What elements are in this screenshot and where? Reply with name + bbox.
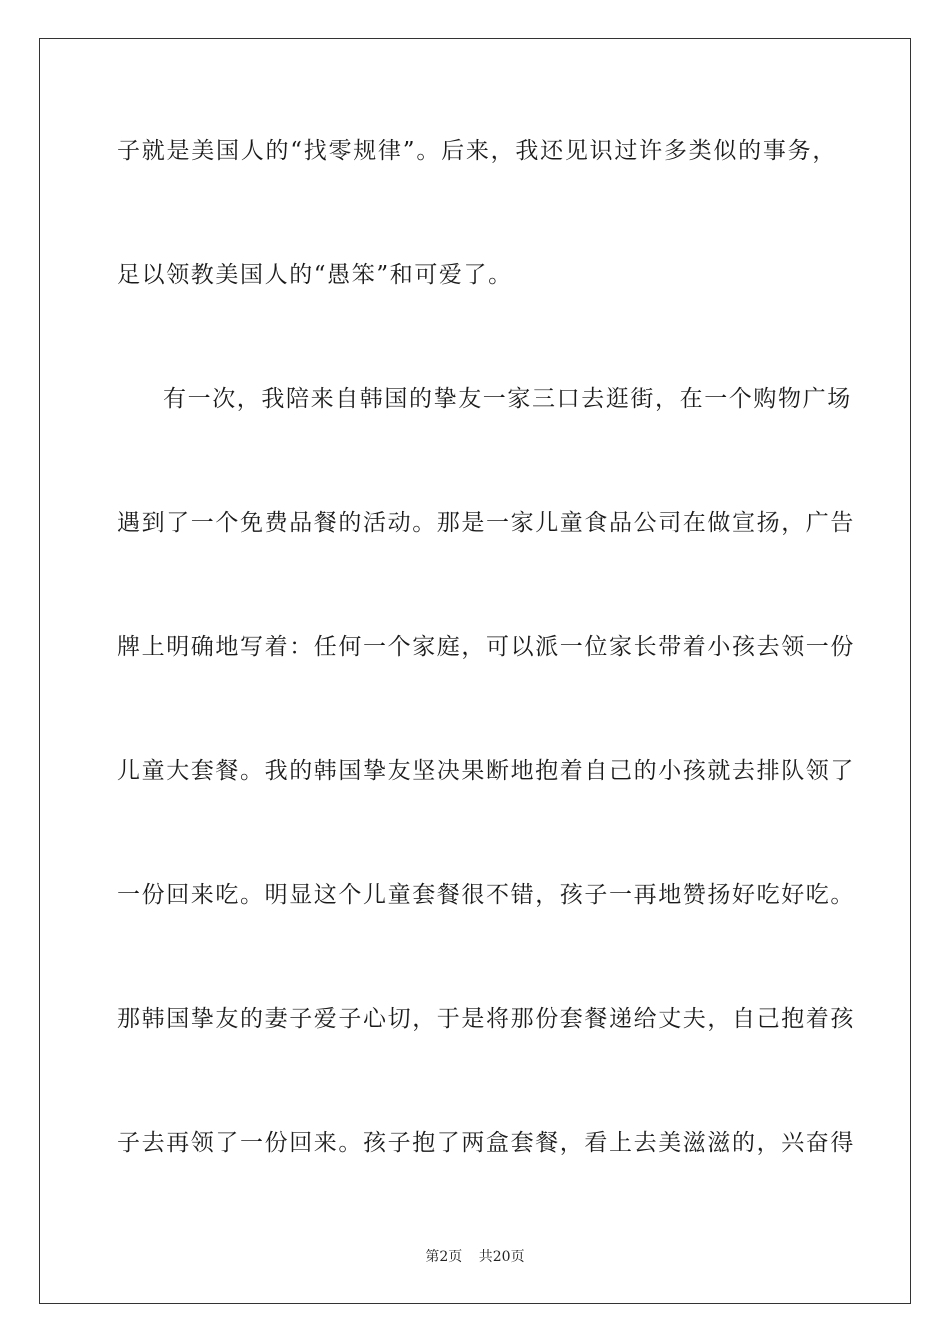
page-number: 第2页 bbox=[425, 1249, 463, 1265]
total-pages: 共20页 bbox=[478, 1249, 525, 1265]
text-line-6: 儿童大套餐。我的韩国挚友坚决果断地抱着自己的小孩就去排队领了 bbox=[117, 758, 855, 784]
text-line-9: 子去再领了一份回来。孩子抱了两盒套餐，看上去美滋滋的，兴奋得 bbox=[117, 1130, 855, 1156]
text-line-1: 子就是美国人的“找零规律”。后来，我还见识过许多类似的事务， bbox=[117, 138, 837, 164]
text-line-4: 遇到了一个免费品餐的活动。那是一家儿童食品公司在做宣扬，广告 bbox=[117, 510, 855, 536]
page-footer bbox=[0, 1247, 950, 1267]
page-border bbox=[39, 38, 911, 1304]
paragraph-start-line: 有一次，我陪来自韩国的挚友一家三口去逛街，在一个购物广场 bbox=[163, 386, 852, 412]
text-line-2: 足以领教美国人的“愚笨”和可爱了。 bbox=[117, 262, 513, 288]
text-line-7: 一份回来吃。明显这个儿童套餐很不错，孩子一再地赞扬好吃好吃。 bbox=[117, 882, 855, 908]
text-line-5: 牌上明确地写着：任何一个家庭，可以派一位家长带着小孩去领一份 bbox=[117, 634, 855, 660]
text-line-8: 那韩国挚友的妻子爱子心切，于是将那份套餐递给丈夫，自己抱着孩 bbox=[117, 1006, 855, 1032]
